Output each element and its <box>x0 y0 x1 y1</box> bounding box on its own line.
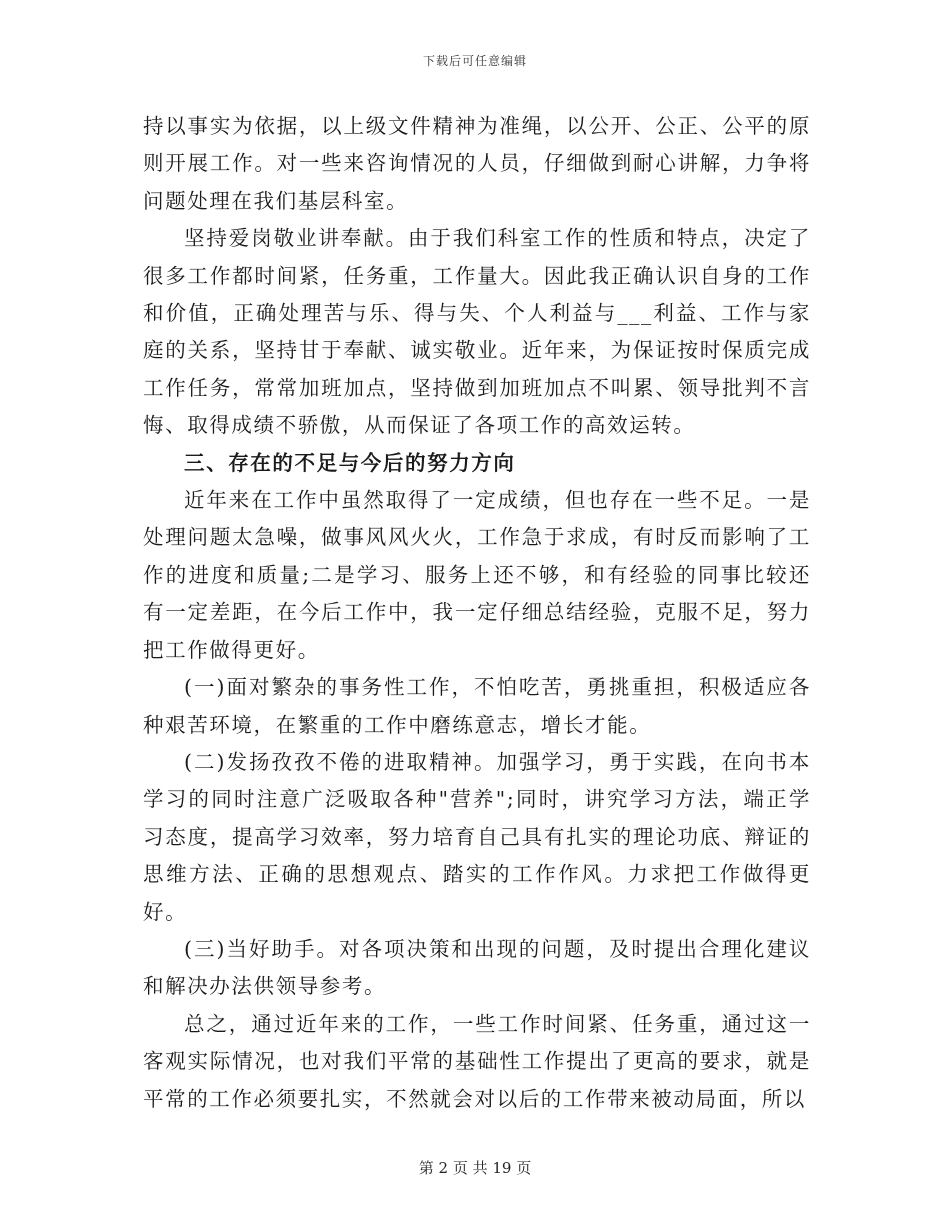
page-header: 下载后可任意编辑 <box>422 54 527 68</box>
paragraph-2: 坚持爱岗敬业讲奉献。由于我们科室工作的性质和特点，决定了很多工作都时间紧，任务重，工作量大。因此我正确认识自身的工作和价值，正确处理苦与乐、得与失、个人利益与___利益、工作与家庭的关系，坚持甘于奉献、诚实敬业。近年来，为保证按时保质完成工作任务，常常加班加点，坚持做到加班加点不叫累、领导批判不言悔、取得成绩不骄傲，从而保证了各项工作的高效运转。 <box>143 226 811 438</box>
paragraph-6: (三)当好助手。对各项决策和出现的问题，及时提出合理化建议和解决办法供领导参考。 <box>143 936 811 999</box>
paragraph-1: 持以事实为依据，以上级文件精神为准绳，以公开、公正、公平的原则开展工作。对一些来咨询情况的人员，仔细做到耐心讲解，力争将问题处理在我们基层科室。 <box>143 114 811 213</box>
paragraph-7: 总之，通过近年来的工作，一些工作时间紧、任务重，通过这一客观实际情况，也对我们平常的基础性工作提出了更高的要求，就是平常的工作必须要扎实，不然就会对以后的工作带来被动局面，所以 <box>143 1011 811 1111</box>
section-heading-3: 三、存在的不足与今后的努力方向 <box>184 450 516 475</box>
document-body <box>143 108 811 1118</box>
paragraph-5: (二)发扬孜孜不倦的进取精神。加强学习，勇于实践，在向书本学习的同时注意广泛吸取各种"营养";同时，讲究学习方法，端正学习态度，提高学习效率，努力培育自己具有扎实的理论功底、辩证的思维方法、正确的思想观点、踏实的工作作风。力求把工作做得更好。 <box>143 749 811 924</box>
paragraph-4: (一)面对繁杂的事务性工作，不怕吃苦，勇挑重担，积极适应各种艰苦环境，在繁重的工作中磨练意志，增长才能。 <box>143 675 811 737</box>
paragraph-3: 近年来在工作中虽然取得了一定成绩，但也存在一些不足。一是处理问题太急噪，做事风风火火，工作急于求成，有时反而影响了工作的进度和质量;二是学习、服务上还不够，和有经验的同事比较还有一定差距，在今后工作中，我一定仔细总结经验，克服不足，努力把工作做得更好。 <box>143 488 811 662</box>
page-footer: 第 2 页 共 19 页 <box>418 1159 532 1177</box>
